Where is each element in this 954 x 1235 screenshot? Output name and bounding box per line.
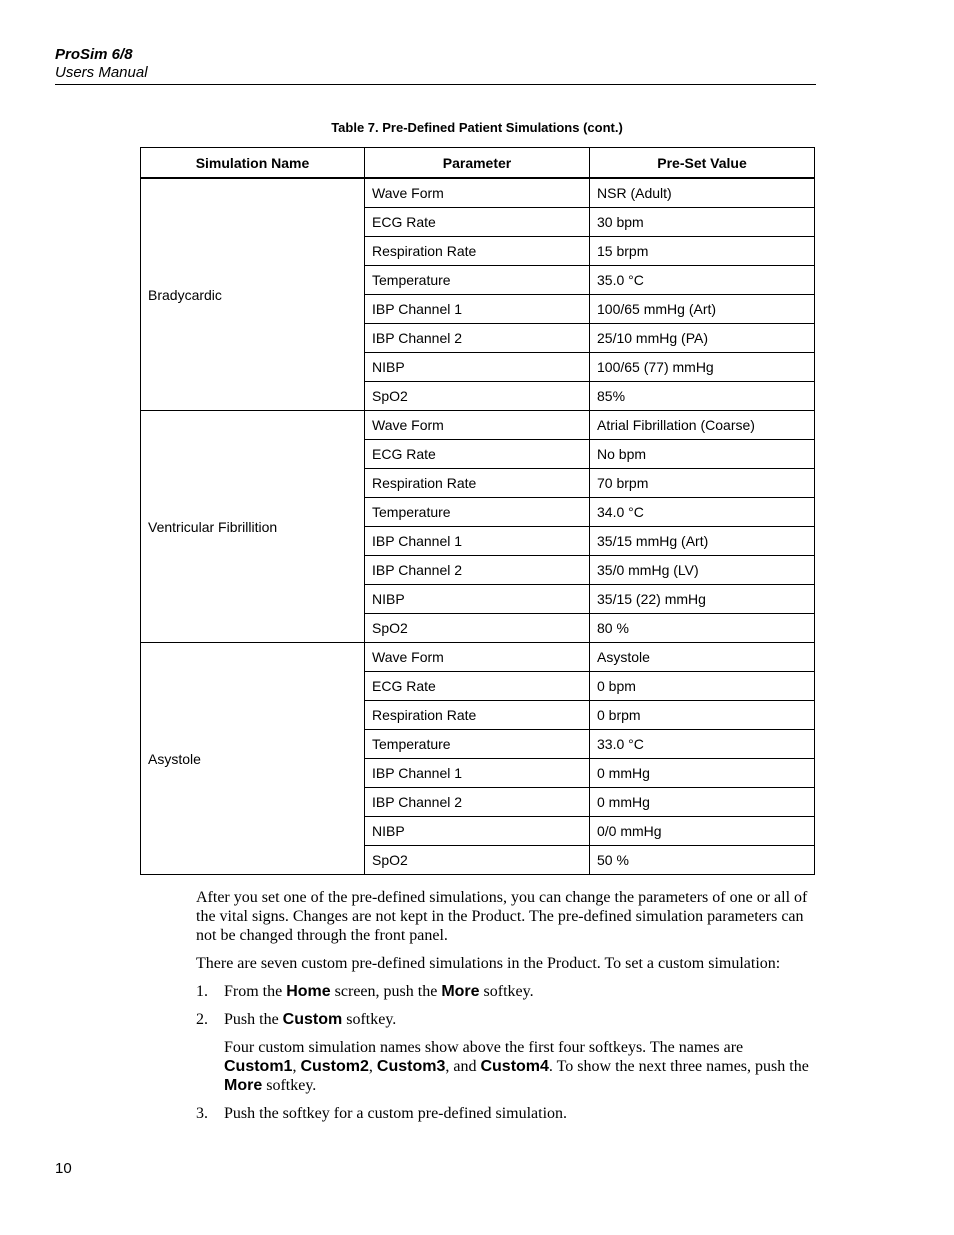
preset-value-cell: Asystole <box>590 643 815 672</box>
parameter-cell: Respiration Rate <box>365 237 590 266</box>
step-1 <box>196 982 818 1001</box>
step-2 <box>196 1010 818 1029</box>
preset-value-cell: 0 brpm <box>590 701 815 730</box>
parameter-cell: SpO2 <box>365 614 590 643</box>
parameter-cell: IBP Channel 1 <box>365 759 590 788</box>
table-header-row <box>141 148 815 179</box>
parameter-cell: SpO2 <box>365 382 590 411</box>
body-text <box>196 888 818 1132</box>
step-text: Push the softkey for a custom pre-defined simulation. <box>224 1105 568 1122</box>
step-3 <box>196 1104 818 1123</box>
parameter-cell: IBP Channel 1 <box>365 527 590 556</box>
column-header-parameter: Parameter <box>365 148 590 179</box>
preset-value-cell: 35/15 (22) mmHg <box>590 585 815 614</box>
preset-value-cell: 0 bpm <box>590 672 815 701</box>
page-number: 10 <box>55 1160 72 1177</box>
preset-value-cell: 30 bpm <box>590 208 815 237</box>
step-number: 1. <box>196 983 208 1000</box>
softkey-label: More <box>224 1077 263 1094</box>
preset-value-cell: Atrial Fibrillation (Coarse) <box>590 411 815 440</box>
parameter-cell: Wave Form <box>365 411 590 440</box>
step-text: Push the <box>224 1011 283 1028</box>
preset-value-cell: 34.0 °C <box>590 498 815 527</box>
column-header-preset-value: Pre-Set Value <box>590 148 815 179</box>
header-manual-title: Users Manual <box>55 64 148 81</box>
parameter-cell: IBP Channel 2 <box>365 556 590 585</box>
parameter-cell: Temperature <box>365 730 590 759</box>
custom-name: Custom2 <box>300 1058 369 1075</box>
preset-value-cell: 85% <box>590 382 815 411</box>
simulation-name-cell: Bradycardic <box>141 178 365 411</box>
softkey-label: Custom <box>282 1011 343 1028</box>
paragraph: There are seven custom pre-defined simulations in the Product. To set a custom simulation: <box>196 955 781 972</box>
note-text: , and <box>445 1058 481 1075</box>
parameter-cell: ECG Rate <box>365 440 590 469</box>
note-text: softkey. <box>262 1077 317 1094</box>
parameter-cell: Respiration Rate <box>365 469 590 498</box>
parameter-cell: Wave Form <box>365 178 590 208</box>
parameter-cell: ECG Rate <box>365 672 590 701</box>
column-header-simulation-name: Simulation Name <box>141 148 365 179</box>
preset-value-cell: 0/0 mmHg <box>590 817 815 846</box>
step-2-note <box>196 1038 818 1095</box>
preset-value-cell: 0 mmHg <box>590 788 815 817</box>
parameter-cell: Wave Form <box>365 643 590 672</box>
parameter-cell: ECG Rate <box>365 208 590 237</box>
preset-value-cell: No bpm <box>590 440 815 469</box>
parameter-cell: NIBP <box>365 817 590 846</box>
parameter-cell: Temperature <box>365 266 590 295</box>
running-header <box>55 46 816 82</box>
preset-value-cell: 35/0 mmHg (LV) <box>590 556 815 585</box>
preset-value-cell: 70 brpm <box>590 469 815 498</box>
softkey-label: Home <box>286 983 331 1000</box>
parameter-cell: Temperature <box>365 498 590 527</box>
preset-value-cell: 0 mmHg <box>590 759 815 788</box>
table-row <box>141 178 815 208</box>
step-number: 3. <box>196 1105 208 1122</box>
parameter-cell: SpO2 <box>365 846 590 875</box>
custom-name: Custom3 <box>376 1058 446 1075</box>
header-divider <box>55 84 816 85</box>
note-text: Four custom simulation names show above the first four softkeys. The names are <box>224 1039 744 1056</box>
simulations-table <box>140 147 815 875</box>
parameter-cell: Respiration Rate <box>365 701 590 730</box>
paragraph: After you set one of the pre-defined simulations, you can change the parameters of one or all of the vital signs. Changes are not kept in the Product. The pre-defined simulation parameters can not be changed through the front panel. <box>196 889 808 944</box>
step-text: softkey. <box>342 1011 397 1028</box>
preset-value-cell: 35/15 mmHg (Art) <box>590 527 815 556</box>
softkey-label: More <box>441 983 480 1000</box>
table-caption: Table 7. Pre-Defined Patient Simulations (cont.) <box>331 120 623 135</box>
preset-value-cell: 15 brpm <box>590 237 815 266</box>
parameter-cell: NIBP <box>365 353 590 382</box>
custom-name: Custom4 <box>480 1058 549 1075</box>
table-row <box>141 411 815 440</box>
preset-value-cell: 33.0 °C <box>590 730 815 759</box>
simulation-name-cell: Asystole <box>141 643 365 875</box>
parameter-cell: NIBP <box>365 585 590 614</box>
parameter-cell: IBP Channel 2 <box>365 324 590 353</box>
parameter-cell: IBP Channel 1 <box>365 295 590 324</box>
table-row <box>141 643 815 672</box>
custom-name: Custom1 <box>224 1058 293 1075</box>
step-text: softkey. <box>479 983 534 1000</box>
preset-value-cell: 100/65 mmHg (Art) <box>590 295 815 324</box>
step-number: 2. <box>196 1011 208 1028</box>
table-body <box>141 178 815 875</box>
simulation-name-cell: Ventricular Fibrillition <box>141 411 365 643</box>
note-text: , <box>292 1058 301 1075</box>
preset-value-cell: NSR (Adult) <box>590 178 815 208</box>
preset-value-cell: 35.0 °C <box>590 266 815 295</box>
header-product-title: ProSim 6/8 <box>55 46 133 63</box>
preset-value-cell: 25/10 mmHg (PA) <box>590 324 815 353</box>
note-text: . To show the next three names, push the <box>548 1058 809 1075</box>
parameter-cell: IBP Channel 2 <box>365 788 590 817</box>
preset-value-cell: 50 % <box>590 846 815 875</box>
step-text: screen, push the <box>330 983 442 1000</box>
preset-value-cell: 80 % <box>590 614 815 643</box>
note-text: , <box>368 1058 377 1075</box>
step-text: From the <box>224 983 287 1000</box>
preset-value-cell: 100/65 (77) mmHg <box>590 353 815 382</box>
